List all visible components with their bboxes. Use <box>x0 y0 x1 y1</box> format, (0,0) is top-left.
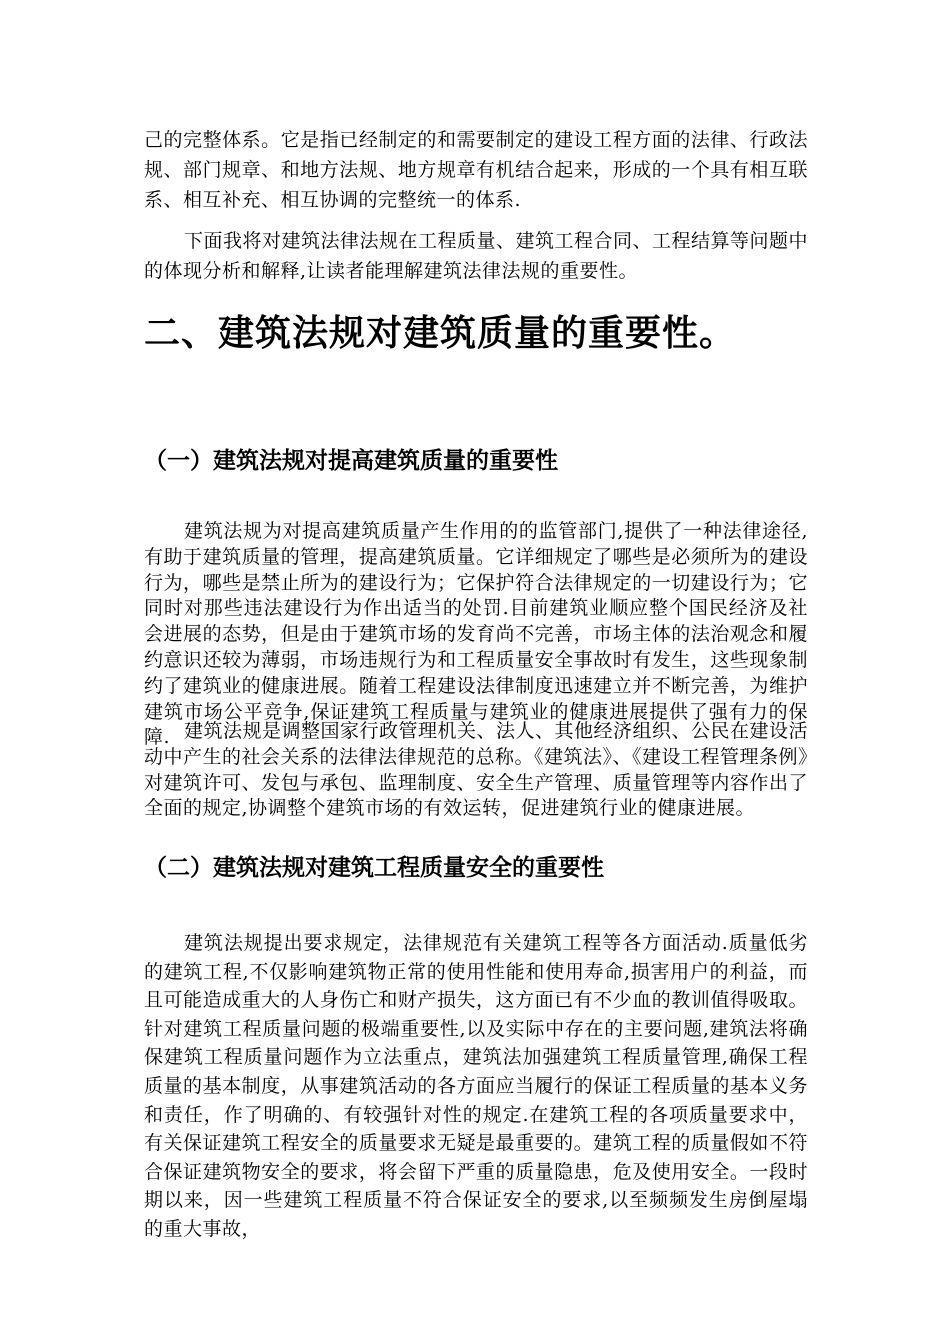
section-2-heading: （二）建筑法规对建筑工程质量安全的重要性 <box>144 855 604 881</box>
section-1-paragraph-1: 建筑法规为对提高建筑质量产生作用的的监管部门,提供了一种法律途径,有助于建筑质量的管理，提高建筑质量。它详细规定了哪些是必须所为的建设行为，哪些是禁止所为的建设行为；它保护符合法律规定的一切建设行为；它同时对那些违法建设行为作出适当的处罚.目前建筑业顺应整个国民经济及社会进展的态势，但是由于建筑市场的发育尚不完善，市场主体的法治观念和履约意识还较为薄弱，市场违规行为和工程质量安全事故时有发生，这些现象制约了建筑业的健康进展。随着工程建设法律制度迅速建立并不断完善，为维护建筑市场公平竞争,保证建筑工程质量与建筑业的健康进展提供了强有力的保障. <box>144 520 808 749</box>
chapter-heading: 二、建筑法规对建筑质量的重要性。 <box>144 313 737 354</box>
intro-paragraph-1: 己的完整体系。它是指已经制定的和需要制定的建设工程方面的法律、行政法规、部门规章、和地方法规、地方规章有机结合起来，形成的一个具有相互联系、相互补充、相互协调的完整统一的体系. <box>144 129 808 211</box>
section-1-paragraph-2: 建筑法规是调整国家行政管理机关、法人、其他经济组织、公民在建设活动中产生的社会关系的法律法律规范的总称。《建筑法》、《建设工程管理条例》对建筑许可、发包与承包、监理制度、安全生产管理、质量管理等内容作出了全面的规定,协调整个建筑市场的有效运转，促进建筑行业的健康进展。 <box>144 720 809 820</box>
section-2-paragraph-1: 建筑法规提出要求规定，法律规范有关建筑工程等各方面活动.质量低劣的建筑工程,不仅影响建筑物正常的使用性能和使用寿命,损害用户的利益，而且可能造成重大的人身伤亡和财产损失，这方面已有不少血的教训值得吸取。针对建筑工程质量问题的极端重要性,以及实际中存在的主要问题,建筑法将确保建筑工程质量问题作为立法重点，建筑法加强建筑工程质量管理,确保工程质量的基本制度，从事建筑活动的各方面应当履行的保证工程质量的基本义务和责任，作了明确的、有较强针对性的规定.在建筑工程的各项质量要求中，有关保证建筑工程安全的质量要求无疑是最重要的。建筑工程的质量假如不符合保证建筑物安全的要求，将会留下严重的质量隐患，危及使用安全。一段时期以来，因一些建筑工程质量不符合保证安全的要求,以至频频发生房倒屋塌的重大事故， <box>144 932 808 1240</box>
intro-paragraph-2: 下面我将对建筑法律法规在工程质量、建筑工程合同、工程结算等问题中的体现分析和解释,让读者能理解建筑法律法规的重要性。 <box>144 230 809 282</box>
section-1-heading: （一）建筑法规对提高建筑质量的重要性 <box>144 448 558 474</box>
